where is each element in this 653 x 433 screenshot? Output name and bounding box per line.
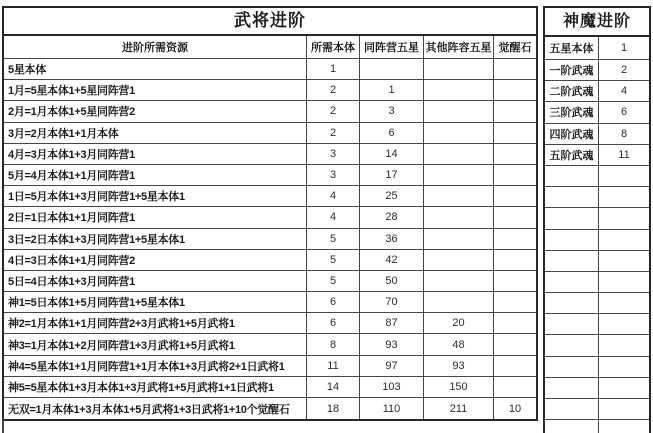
side-label-cell: 五阶武魂 xyxy=(545,145,599,165)
side-value-cell xyxy=(599,314,649,334)
side-label-cell: 三阶武魂 xyxy=(545,102,599,122)
body-needed-cell: 5 xyxy=(307,271,360,291)
resource-cell: 2月=1月本体1+5星同阵营2 xyxy=(4,101,307,121)
table-row xyxy=(4,398,536,419)
main-table-title: 武将进阶 xyxy=(4,8,536,36)
table-row xyxy=(4,377,536,398)
table-row xyxy=(4,250,536,271)
side-table-row xyxy=(545,124,649,145)
table-row xyxy=(4,271,536,292)
body-needed-cell: 5 xyxy=(307,229,360,249)
side-label-cell xyxy=(545,230,599,250)
other-lineup-cell: 150 xyxy=(424,377,494,397)
other-lineup-cell xyxy=(424,144,494,164)
body-needed-cell: 2 xyxy=(307,123,360,143)
table-row xyxy=(4,59,536,80)
table-row xyxy=(4,101,536,122)
awaken-stone-cell xyxy=(494,313,536,333)
awaken-stone-cell xyxy=(494,123,536,143)
other-lineup-cell: 93 xyxy=(424,356,494,376)
side-value-cell xyxy=(599,293,649,313)
resource-cell: 神3=1月本体1+2月同阵营1+3月武将1+5月武将1 xyxy=(4,334,307,354)
body-needed-cell: 2 xyxy=(307,80,360,100)
side-label-cell xyxy=(545,208,599,228)
other-lineup-cell: 48 xyxy=(424,334,494,354)
side-value-cell xyxy=(599,335,649,355)
same-camp-cell: 50 xyxy=(360,271,424,291)
body-needed-cell: 5 xyxy=(307,250,360,270)
column-header-resource: 进阶所需资源 xyxy=(4,36,307,58)
side-value-cell xyxy=(599,272,649,292)
side-table xyxy=(543,6,651,433)
other-lineup-cell xyxy=(424,80,494,100)
main-table-header-row xyxy=(4,36,536,59)
side-label-cell xyxy=(545,251,599,271)
side-value-cell: 2 xyxy=(620,64,628,77)
side-table-row xyxy=(545,145,649,166)
side-label-cell: 五星本体 xyxy=(545,37,599,59)
awaken-stone-cell xyxy=(494,186,536,206)
other-lineup-cell: 20 xyxy=(424,313,494,333)
side-value-cell xyxy=(599,208,649,228)
side-table-empty-row xyxy=(545,208,649,229)
side-value-cell xyxy=(599,166,649,186)
side-value-cell xyxy=(599,420,649,433)
other-lineup-cell: 211 xyxy=(424,398,494,419)
body-needed-cell: 3 xyxy=(307,165,360,185)
table-row xyxy=(4,292,536,313)
body-needed-cell: 2 xyxy=(307,101,360,121)
same-camp-cell: 6 xyxy=(360,123,424,143)
side-table-row xyxy=(545,37,649,60)
side-table-empty-row xyxy=(545,357,649,378)
other-lineup-cell xyxy=(424,123,494,143)
other-lineup-cell xyxy=(424,229,494,249)
main-table-rows xyxy=(4,59,536,419)
side-label-cell xyxy=(545,357,599,377)
same-camp-cell: 42 xyxy=(360,250,424,270)
awaken-stone-cell xyxy=(494,59,536,79)
side-table-empty-row xyxy=(545,293,649,314)
awaken-stone-cell: 10 xyxy=(508,402,522,415)
side-table-row xyxy=(545,81,649,102)
other-lineup-cell xyxy=(424,59,494,79)
table-row xyxy=(4,186,536,207)
body-needed-cell: 14 xyxy=(307,377,360,397)
body-needed-cell: 6 xyxy=(307,292,360,312)
side-table-empty-row xyxy=(545,335,649,356)
body-needed-cell: 4 xyxy=(307,186,360,206)
side-label-cell xyxy=(545,314,599,334)
body-needed-cell: 6 xyxy=(307,313,360,333)
resource-cell: 神1=5日本体1+5月同阵营1+5星本体1 xyxy=(4,292,307,312)
main-table xyxy=(2,6,538,421)
side-label-cell xyxy=(545,166,599,186)
other-lineup-cell xyxy=(424,292,494,312)
side-table-empty-row xyxy=(545,272,649,293)
side-label-cell xyxy=(545,187,599,207)
awaken-stone-cell xyxy=(494,101,536,121)
side-label-cell xyxy=(545,420,599,433)
side-value-cell xyxy=(599,187,649,207)
side-table-title: 神魔进阶 xyxy=(545,8,649,37)
same-camp-cell: 25 xyxy=(360,186,424,206)
same-camp-cell: 28 xyxy=(360,207,424,227)
table-row xyxy=(4,165,536,186)
same-camp-cell: 36 xyxy=(360,229,424,249)
table-row xyxy=(4,356,536,377)
awaken-stone-cell xyxy=(494,144,536,164)
body-needed-cell: 11 xyxy=(307,356,360,376)
column-header-other-lineup-5star: 其他阵容五星 xyxy=(424,36,494,58)
side-label-cell xyxy=(545,335,599,355)
side-table-empty-row xyxy=(545,251,649,272)
side-label-cell xyxy=(545,293,599,313)
side-value-cell xyxy=(599,378,649,398)
same-camp-cell: 103 xyxy=(360,377,424,397)
body-needed-cell: 18 xyxy=(307,398,360,419)
resource-cell: 神4=5星本体1+1月同阵营1+1月本体1+3月武将2+1日武将1 xyxy=(4,356,307,376)
side-table-rows xyxy=(545,37,649,433)
side-label-cell: 一阶武魂 xyxy=(545,60,599,80)
resource-cell: 5日=4日本体1+3月同阵营1 xyxy=(4,271,307,291)
resource-cell: 4日=3日本体1+1月同阵营2 xyxy=(4,250,307,270)
same-camp-cell: 93 xyxy=(360,334,424,354)
side-value-cell: 6 xyxy=(620,106,628,119)
same-camp-cell: 70 xyxy=(360,292,424,312)
other-lineup-cell xyxy=(424,165,494,185)
side-label-cell xyxy=(545,399,599,419)
resource-cell: 3月=2月本体1+1月本体 xyxy=(4,123,307,143)
same-camp-cell: 17 xyxy=(360,165,424,185)
side-value-cell: 8 xyxy=(620,127,628,140)
awaken-stone-cell xyxy=(494,80,536,100)
awaken-stone-cell xyxy=(494,165,536,185)
column-header-awaken-stone: 觉醒石 xyxy=(498,42,532,54)
resource-cell: 神2=1月本体1+1月同阵营2+3月武将1+5月武将1 xyxy=(4,313,307,333)
side-table-empty-row xyxy=(545,399,649,420)
same-camp-cell: 3 xyxy=(360,101,424,121)
body-needed-cell: 4 xyxy=(307,207,360,227)
side-value-cell: 11 xyxy=(618,148,630,161)
side-table-empty-row xyxy=(545,166,649,187)
same-camp-cell: 87 xyxy=(360,313,424,333)
resource-cell: 5星本体 xyxy=(4,59,307,79)
table-row xyxy=(4,123,536,144)
awaken-stone-cell xyxy=(494,207,536,227)
side-table-empty-row xyxy=(545,420,649,433)
resource-cell: 2日=1日本体1+1月同阵营1 xyxy=(4,207,307,227)
side-value-cell: 4 xyxy=(620,85,628,98)
table-row xyxy=(4,334,536,355)
side-table-empty-row xyxy=(545,230,649,251)
table-row xyxy=(4,80,536,101)
side-table-row xyxy=(545,60,649,81)
awaken-stone-cell xyxy=(494,292,536,312)
side-label-cell xyxy=(545,378,599,398)
same-camp-cell: 97 xyxy=(360,356,424,376)
same-camp-cell: 14 xyxy=(360,144,424,164)
table-row xyxy=(4,313,536,334)
grid-line xyxy=(2,419,4,433)
resource-cell: 1日=5月本体1+3月同阵营1+5星本体1 xyxy=(4,186,307,206)
awaken-stone-cell xyxy=(494,229,536,249)
side-label-cell: 四阶武魂 xyxy=(545,124,599,144)
resource-cell: 3日=2日本体1+3月同阵营1+5星本体1 xyxy=(4,229,307,249)
other-lineup-cell xyxy=(424,101,494,121)
other-lineup-cell xyxy=(424,271,494,291)
column-header-same-camp-5star: 同阵营五星 xyxy=(360,36,424,58)
same-camp-cell: 1 xyxy=(360,80,424,100)
awaken-stone-cell xyxy=(494,271,536,291)
side-value-cell xyxy=(599,251,649,271)
side-value-cell xyxy=(599,399,649,419)
awaken-stone-cell xyxy=(494,334,536,354)
resource-cell: 无双=1月本体1+3月本体1+5月武将1+3日武将1+10个觉醒石 xyxy=(4,398,307,419)
other-lineup-cell xyxy=(424,250,494,270)
side-value-cell xyxy=(599,230,649,250)
resource-cell: 4月=3月本体1+3月同阵营1 xyxy=(4,144,307,164)
table-row xyxy=(4,207,536,228)
resource-cell: 神5=5星本体1+3月本体1+3月武将1+5月武将1+1日武将1 xyxy=(4,377,307,397)
table-row xyxy=(4,229,536,250)
resource-cell: 1月=5星本体1+5星同阵营1 xyxy=(4,80,307,100)
body-needed-cell: 1 xyxy=(307,59,360,79)
side-table-empty-row xyxy=(545,378,649,399)
resource-cell: 5月=4月本体1+1月同阵营1 xyxy=(4,165,307,185)
body-needed-cell: 8 xyxy=(307,334,360,354)
same-camp-cell xyxy=(360,59,424,79)
table-row xyxy=(4,144,536,165)
awaken-stone-cell xyxy=(494,377,536,397)
column-header-body-needed: 所需本体 xyxy=(307,36,360,58)
awaken-stone-cell xyxy=(494,250,536,270)
side-table-empty-row xyxy=(545,187,649,208)
side-label-cell xyxy=(545,272,599,292)
other-lineup-cell xyxy=(424,207,494,227)
side-value-cell: 1 xyxy=(620,42,628,54)
side-value-cell xyxy=(599,357,649,377)
body-needed-cell: 3 xyxy=(307,144,360,164)
other-lineup-cell xyxy=(424,186,494,206)
awaken-stone-cell xyxy=(494,356,536,376)
side-table-row xyxy=(545,102,649,123)
side-table-empty-row xyxy=(545,314,649,335)
same-camp-cell: 110 xyxy=(360,398,424,419)
side-label-cell: 二阶武魂 xyxy=(545,81,599,101)
